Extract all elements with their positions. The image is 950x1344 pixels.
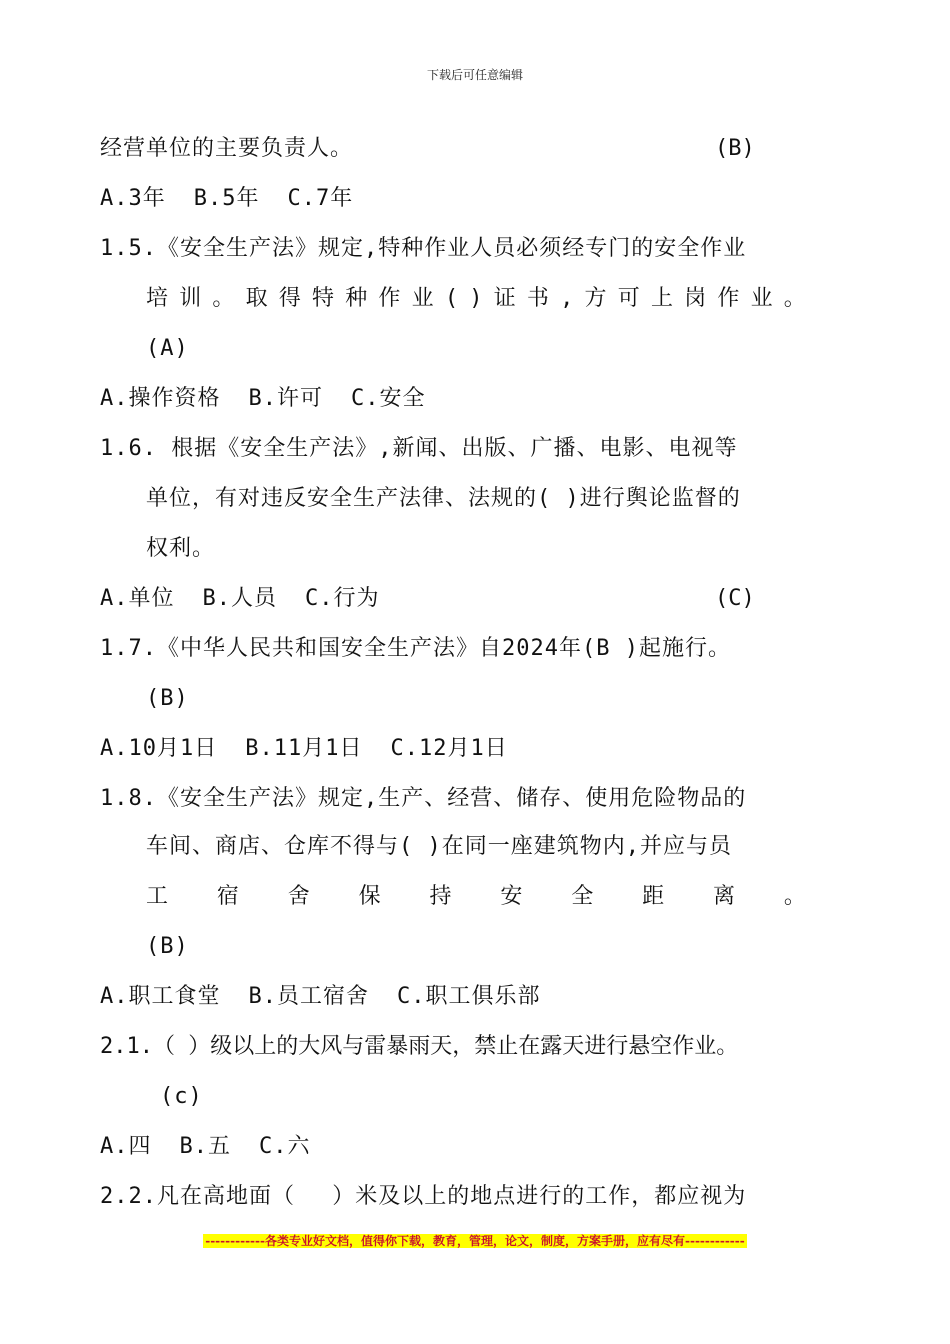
answer-label: (c): [160, 1084, 203, 1109]
option-a: A.单位: [100, 586, 175, 611]
justified-char: 书: [526, 286, 549, 311]
option-c: C.12月1日: [390, 736, 508, 761]
justified-char: 作: [378, 286, 401, 311]
justified-char: 业: [750, 286, 773, 311]
justified-char: (: [444, 286, 459, 311]
justified-char: 方: [584, 286, 607, 311]
question-1-6-line-2: 单位，有对违反安全生产法律、法规的( )进行舆论监督的: [146, 486, 741, 511]
option-c: C.行为: [305, 586, 380, 611]
justified-char: 工: [146, 884, 169, 909]
option-c: C.职工俱乐部: [397, 984, 541, 1009]
option-a: A.职工食堂: [100, 984, 221, 1009]
option-b: B.11月1日: [245, 736, 363, 761]
justified-char: 全: [571, 884, 594, 909]
option-c: C.安全: [351, 386, 426, 411]
question-2-1-line-1: 2.1.（ ）级以上的大风与雷暴雨天，禁止在露天进行悬空作业。: [100, 1034, 739, 1059]
justified-char: 宿: [216, 884, 239, 909]
question-1-8-line-2: 车间、商店、仓库不得与( )在同一座建筑物内,并应与员: [146, 834, 732, 859]
justified-char: 可: [617, 286, 640, 311]
justified-char: 业: [411, 286, 434, 311]
question-1-8-line-1: 1.8.《安全生产法》规定,生产、经营、储存、使用危险物品的: [100, 786, 747, 811]
answer-label: (C): [715, 586, 755, 611]
justified-char: 持: [429, 884, 452, 909]
option-a: A.四: [100, 1134, 152, 1159]
justified-char: 。: [212, 286, 235, 311]
option-a: A.操作资格: [100, 386, 221, 411]
justified-char: 安: [500, 884, 523, 909]
justified-char: 保: [358, 884, 381, 909]
option-b: B.员工宿舍: [248, 984, 369, 1009]
justified-char: 上: [650, 286, 673, 311]
justified-char: 特: [312, 286, 335, 311]
justified-char: ): [469, 286, 483, 311]
answer-label: (B): [146, 934, 189, 959]
question-1-5-line-2: [146, 284, 806, 314]
options-line: [100, 1132, 339, 1162]
option-b: B.五: [179, 1134, 231, 1159]
justified-char: 种: [345, 286, 368, 311]
justified-char: ,: [560, 286, 574, 311]
justified-char: 取: [245, 286, 268, 311]
question-1-7-line-1: 1.7.《中华人民共和国安全生产法》自2024年(B )起施行。: [100, 636, 731, 661]
options-line: [100, 584, 408, 614]
question-1-5-line-1: 1.5.《安全生产法》规定,特种作业人员必须经专门的安全作业: [100, 236, 747, 261]
justified-char: 离: [713, 884, 736, 909]
justified-char: 培: [146, 286, 169, 311]
question-1-6-line-1: 1.6. 根据《安全生产法》,新闻、出版、广播、电影、电视等: [100, 436, 738, 461]
justified-char: 。: [783, 884, 806, 909]
answer-label: (A): [146, 336, 189, 361]
text-line: 经营单位的主要负责人。: [100, 136, 354, 161]
option-b: B.5年: [193, 186, 260, 211]
options-line: [100, 184, 381, 214]
option-c: C.六: [259, 1134, 311, 1159]
option-a: A.10月1日: [100, 736, 218, 761]
option-b: B.许可: [248, 386, 323, 411]
question-2-2-line-1: 2.2.凡在高地面（ ）米及以上的地点进行的工作，都应视为: [100, 1184, 747, 1209]
justified-char: 得: [278, 286, 301, 311]
options-line: [100, 384, 454, 414]
footer-text: ------------各类专业好文档，值得你下载，教育，管理，论文，制度，方案手册，应有尽有------------: [205, 1234, 745, 1248]
option-c: C.7年: [287, 186, 354, 211]
options-line: [100, 734, 536, 764]
option-b: B.人员: [202, 586, 277, 611]
justified-char: 证: [493, 286, 516, 311]
answer-label: (B): [715, 136, 755, 161]
options-line: [100, 982, 569, 1012]
justified-char: 。: [783, 286, 806, 311]
option-a: A.3年: [100, 186, 166, 211]
page-footer: [0, 1232, 950, 1249]
question-1-8-line-3: [146, 882, 806, 912]
page-header: 下载后可任意编辑: [426, 68, 523, 82]
question-1-6-line-3: 权利。: [146, 536, 216, 561]
justified-char: 训: [179, 286, 202, 311]
justified-char: 舍: [287, 884, 310, 909]
justified-char: 岗: [684, 286, 707, 311]
answer-label: (B): [146, 686, 189, 711]
justified-char: 距: [642, 884, 665, 909]
justified-char: 作: [717, 286, 740, 311]
